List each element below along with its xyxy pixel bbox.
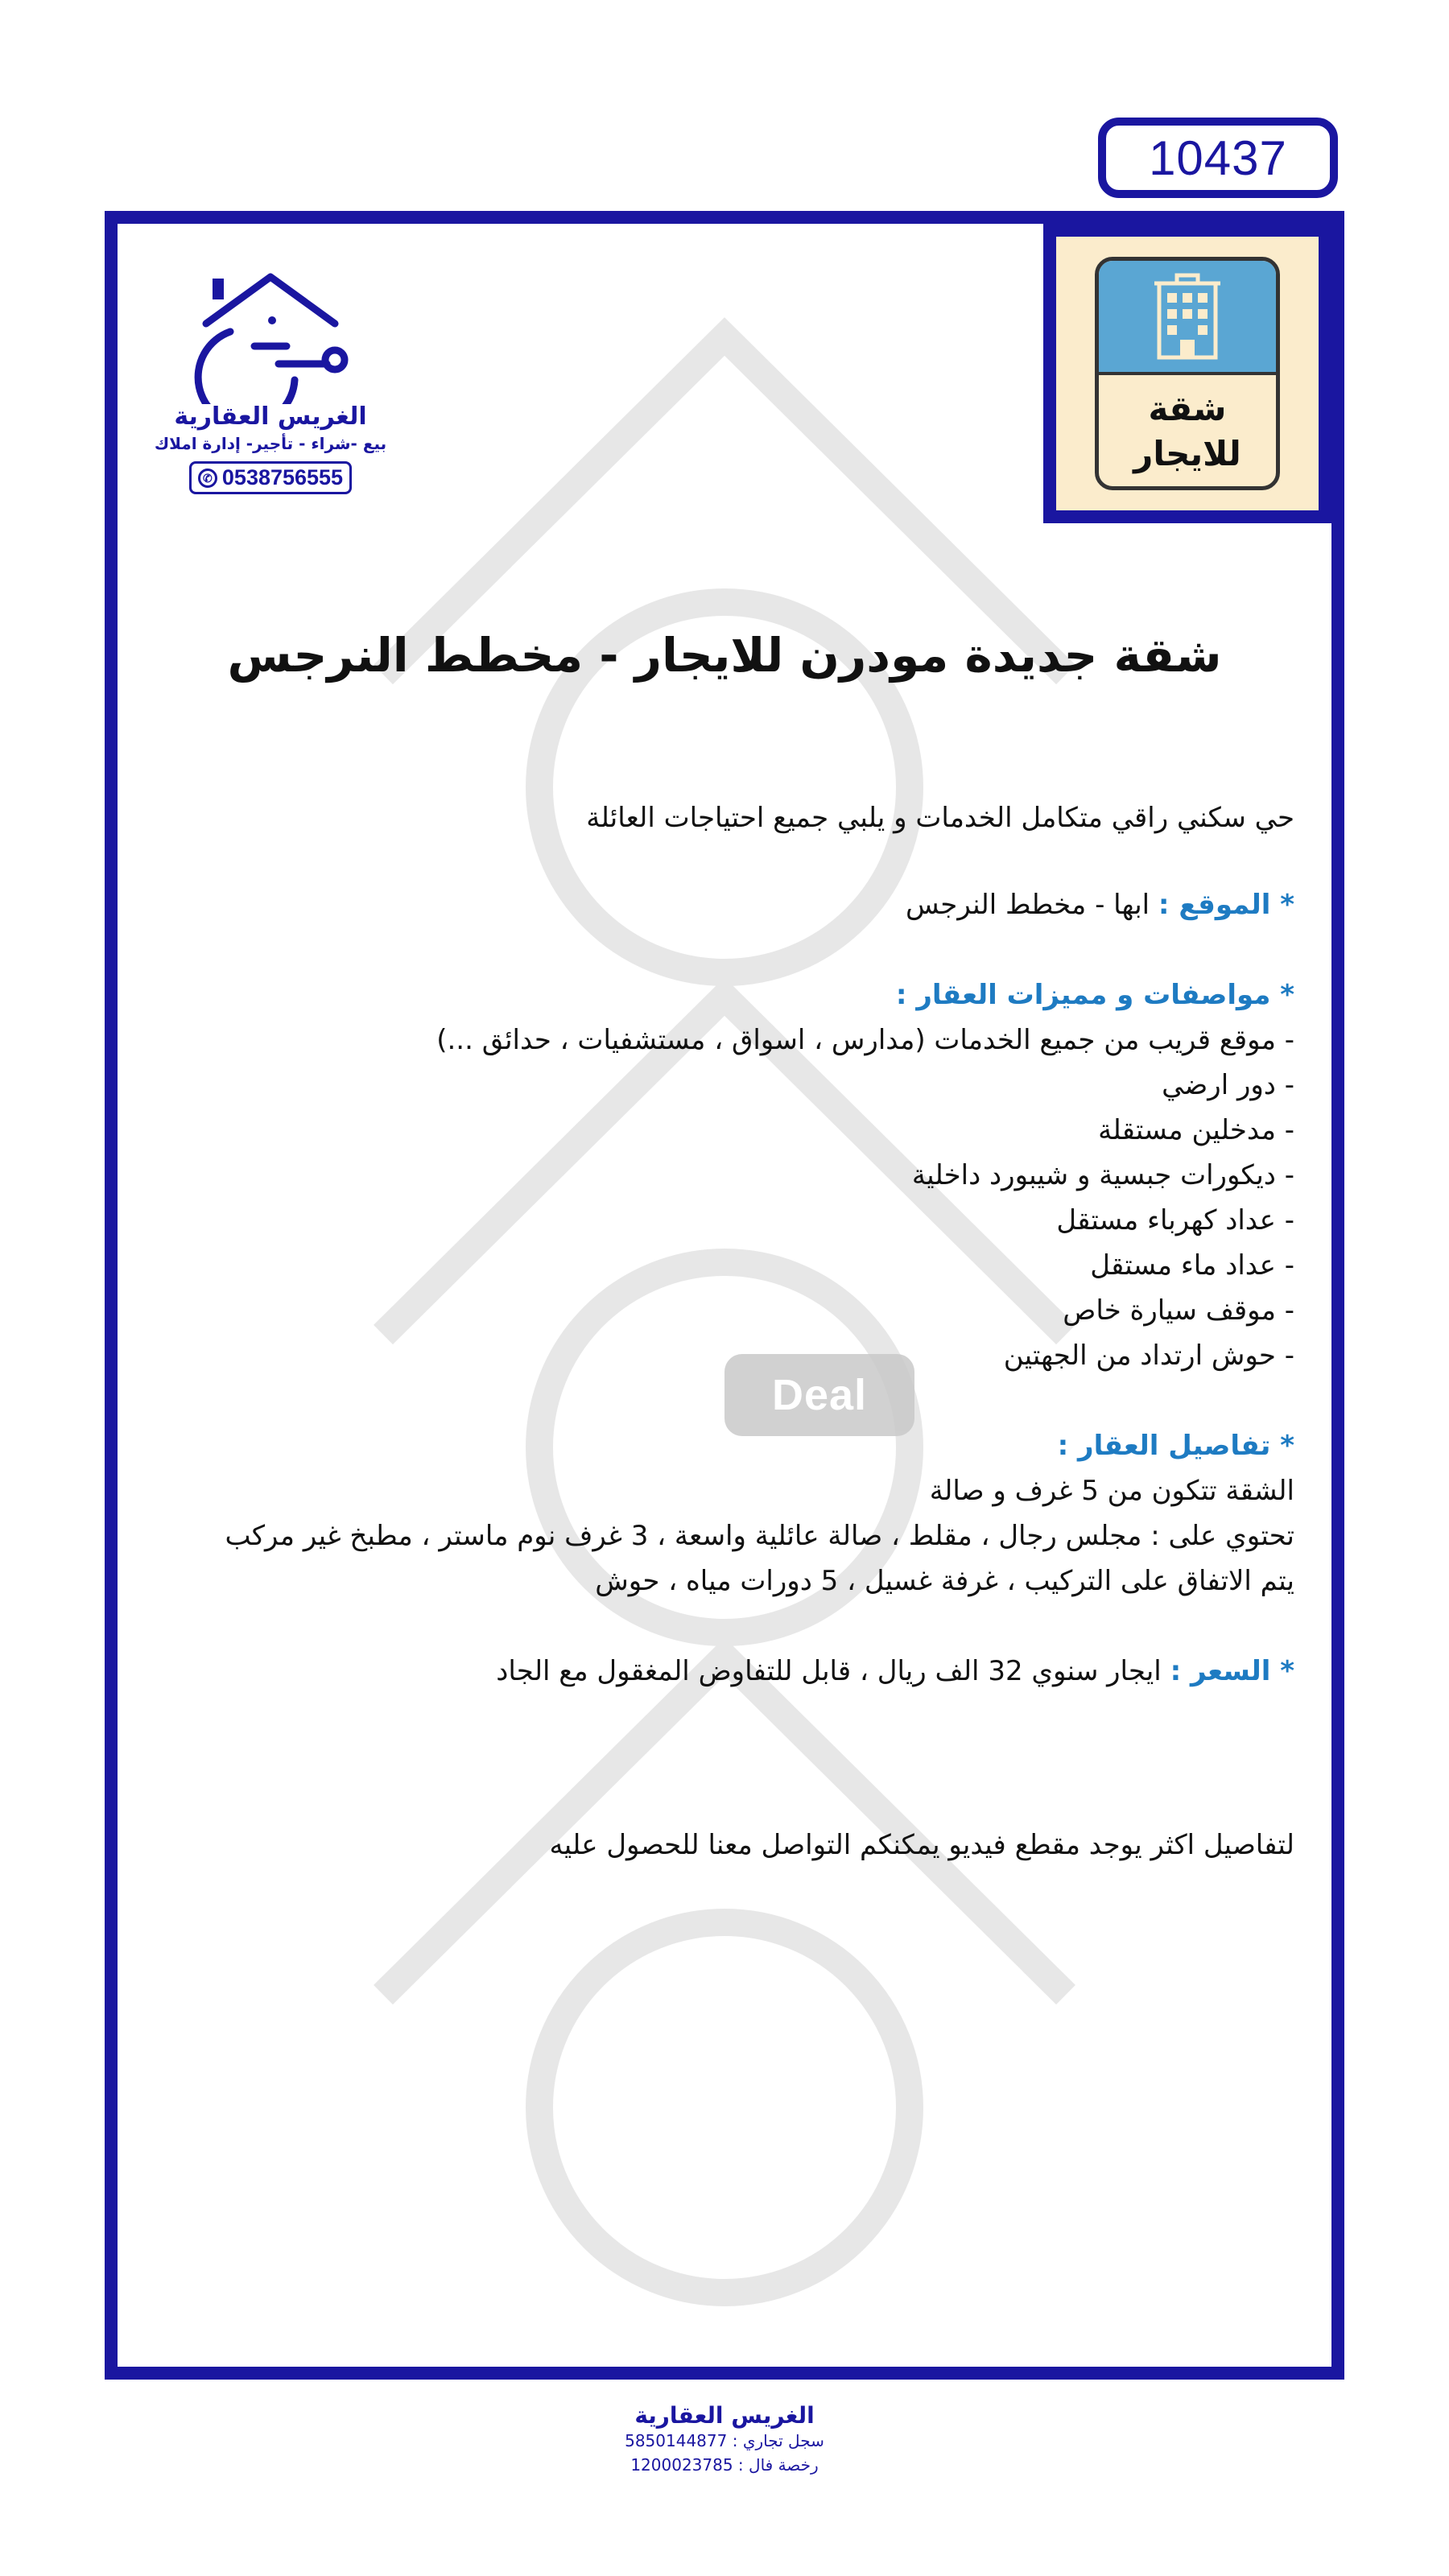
company-logo	[150, 267, 391, 509]
badge-line-2: للايجار	[1133, 434, 1241, 473]
page-footer	[0, 2402, 1449, 2477]
intro-text: حي سكني راقي متكامل الخدمات و يلبي جميع احتياجات العائلة	[586, 802, 1294, 834]
logo-company-name: الغريس العقارية	[174, 402, 367, 431]
features-label: * مواصفات و مميزات العقار :	[895, 979, 1294, 1011]
feature-item: - مدخلين مستقلة	[1098, 1114, 1294, 1146]
house-key-logo-icon	[182, 267, 359, 404]
listing-content	[206, 795, 1294, 1868]
feature-item: - عداد كهرباء مستقل	[1056, 1204, 1294, 1236]
badge-line-1: شقة	[1148, 389, 1227, 428]
footer-company-name: الغريس العقارية	[634, 2402, 815, 2429]
details-line-1: الشقة تتكون من 5 غرف و صالة	[929, 1475, 1294, 1507]
apartment-building-icon	[1151, 272, 1224, 361]
badge-card	[1095, 257, 1280, 490]
logo-tagline: بيع -شراء - تأجير- إدارة املاك	[154, 434, 387, 453]
footer-license: رخصة فال : 1200023785	[630, 2455, 819, 2475]
logo-phone	[189, 461, 352, 494]
footer-commercial-register: سجل تجاري : 5850144877	[625, 2431, 824, 2450]
listing-title: شقة جديدة مودرن للايجار - مخطط النرجس	[227, 628, 1222, 683]
feature-item: - موقف سيارة خاص	[1063, 1294, 1294, 1327]
reference-number: 10437	[1149, 130, 1287, 185]
feature-item: - عداد ماء مستقل	[1090, 1249, 1294, 1282]
price-label: * السعر :	[1170, 1655, 1294, 1687]
closing-text: لتفاصيل اكثر يوجد مقطع فيديو يمكنكم التواصل معنا للحصول عليه	[549, 1829, 1294, 1861]
listing-frame	[105, 211, 1344, 2380]
details-label: * تفاصيل العقار :	[1057, 1430, 1294, 1462]
features-list	[206, 1018, 1294, 1378]
feature-item: - حوش ارتداد من الجهتين	[1003, 1340, 1294, 1372]
location-line	[206, 882, 1294, 927]
feature-item: - دور ارضي	[1162, 1069, 1294, 1101]
price-line	[206, 1649, 1294, 1694]
deal-watermark: Deal	[724, 1354, 914, 1436]
feature-item: - ديكورات جبسية و شيبورد داخلية	[911, 1159, 1294, 1191]
price-value: ايجار سنوي 32 الف ريال ، قابل للتفاوض المغقول مع الجاد	[496, 1655, 1162, 1687]
feature-item: - موقع قريب من جميع الخدمات (مدارس ، اسواق ، مستشفيات ، حدائق ...)	[436, 1024, 1294, 1056]
location-label: * الموقع :	[1158, 889, 1294, 921]
logo-phone-number: 0538756555	[221, 465, 344, 489]
reference-number-box	[1098, 118, 1338, 198]
phone-icon: ✆	[198, 469, 217, 488]
details-line-2: تحتوي على : مجلس رجال ، مقلط ، صالة عائلية واسعة ، 3 غرف نوم ماستر ، مطبخ غير مركب يتم الاتفاق على التركيب ، غرفة غسيل ، 5 دورات مياه ، حوش	[225, 1520, 1294, 1597]
property-type-badge	[1043, 224, 1331, 523]
location-value: ابها - مخطط النرجس	[905, 889, 1150, 921]
